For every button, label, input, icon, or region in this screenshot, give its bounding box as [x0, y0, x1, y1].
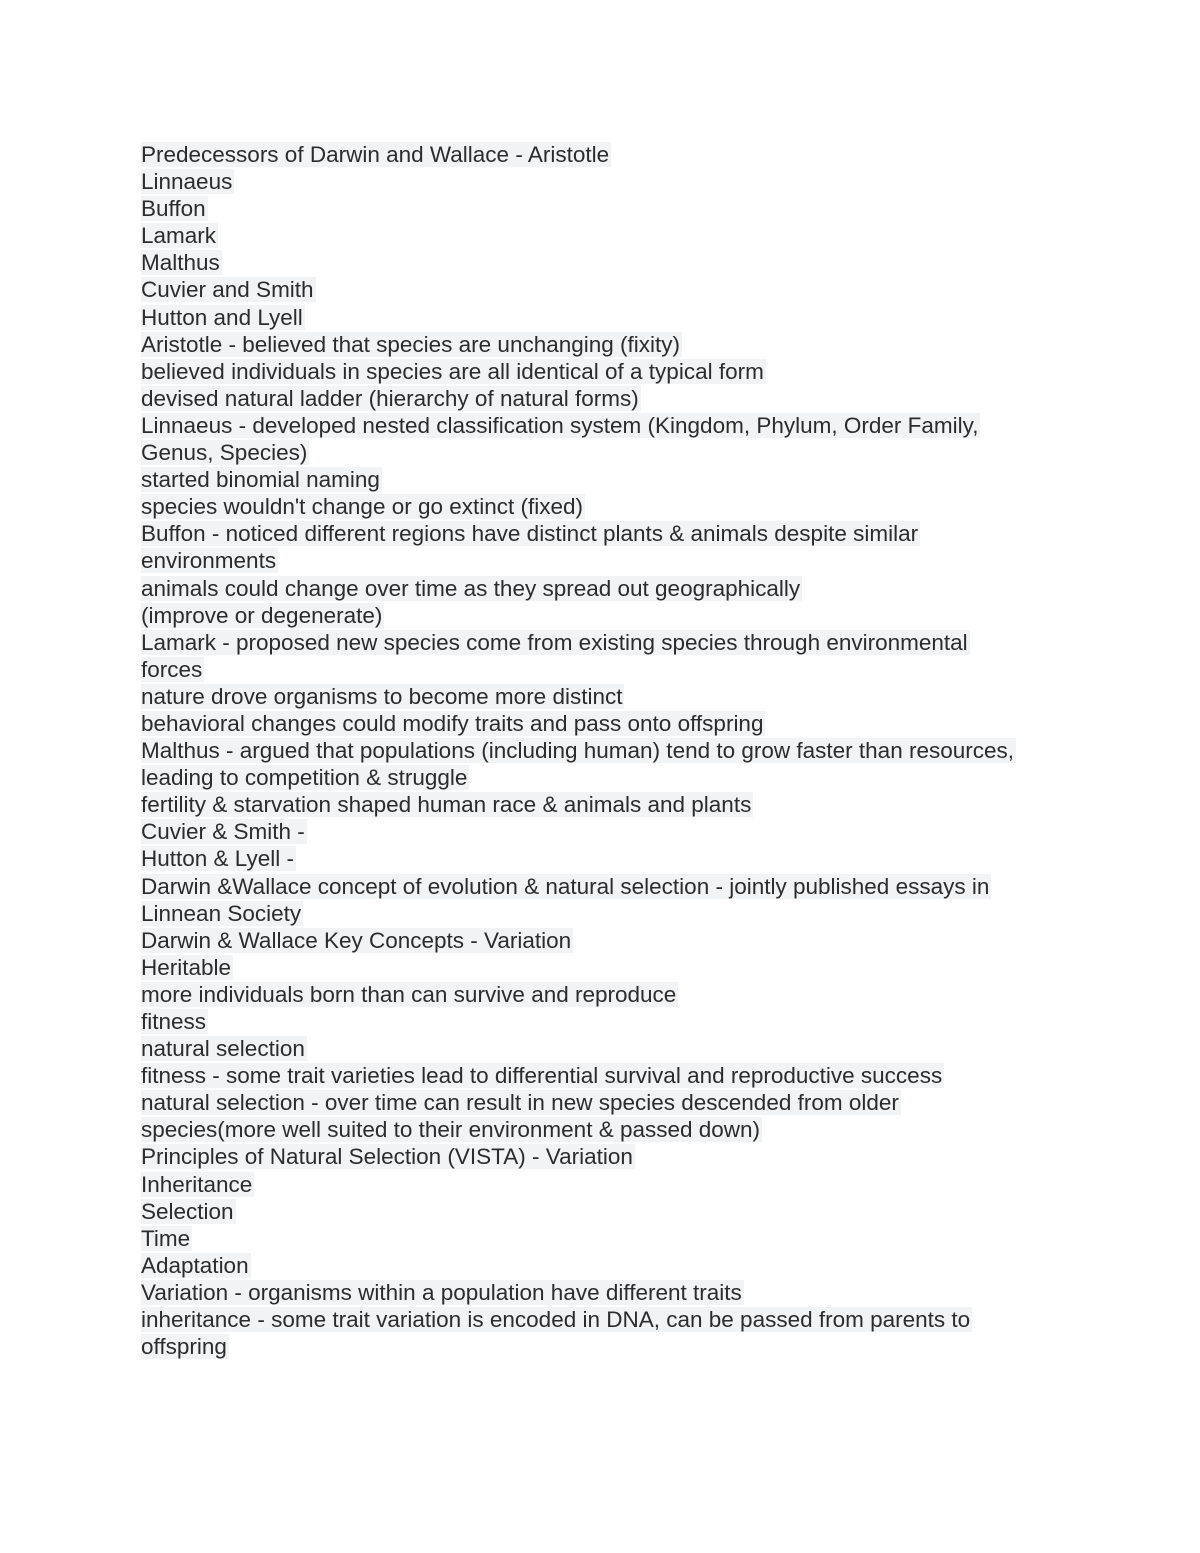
text-line: Buffon - noticed different regions have distinct plants & animals despite similar: [141, 521, 919, 547]
text-line: (improve or degenerate): [141, 602, 383, 628]
text-line: Predecessors of Darwin and Wallace - Aristotle: [141, 142, 610, 167]
text-line: Malthus - argued that populations (including human) tend to grow faster than resources,: [141, 738, 1014, 764]
text-line: devised natural ladder (hierarchy of natural forms): [141, 385, 639, 411]
text-line: Selection: [141, 1198, 234, 1224]
text-line: leading to competition & struggle: [141, 765, 468, 791]
text-line: fitness - some trait varieties lead to differential survival and reproductive success: [141, 1063, 943, 1089]
text-line: inheritance - some trait variation is encoded in DNA, can be passed from parents to: [141, 1307, 971, 1333]
text-line: Genus, Species): [141, 440, 308, 466]
text-line: Linnaeus - developed nested classification system (Kingdom, Phylum, Order Family,: [141, 412, 979, 438]
text-line: Hutton & Lyell -: [141, 846, 294, 872]
text-line: Malthus: [141, 250, 220, 276]
text-line: Inheritance: [141, 1171, 253, 1197]
text-line: forces: [141, 656, 203, 682]
text-line: started binomial naming: [141, 467, 380, 493]
text-line: natural selection: [141, 1036, 305, 1062]
text-line: behavioral changes could modify traits and pass onto offspring: [141, 710, 764, 736]
text-line: environments: [141, 548, 277, 574]
text-line: species wouldn't change or go extinct (fixed): [141, 494, 584, 520]
text-line: Lamark: [141, 223, 217, 249]
text-line: Variation - organisms within a population have different traits: [141, 1279, 742, 1305]
document-body: [141, 141, 1071, 1360]
text-line: Principles of Natural Selection (VISTA) - Variation: [141, 1144, 633, 1170]
text-line: Time: [141, 1225, 191, 1251]
text-line: fitness: [141, 1009, 207, 1034]
text-line: animals could change over time as they spread out geographically: [141, 575, 801, 601]
text-line: believed individuals in species are all identical of a typical form: [141, 358, 764, 384]
text-line: more individuals born than can survive and reproduce: [141, 981, 677, 1007]
text-line: Linnaeus: [141, 169, 233, 195]
text-line: Lamark - proposed new species come from existing species through environmental: [141, 629, 968, 655]
text-line: nature drove organisms to become more distinct: [141, 683, 623, 709]
text-line: natural selection - over time can result in new species descended from older: [141, 1090, 899, 1116]
text-line: Linnean Society: [141, 900, 302, 926]
text-line: Cuvier and Smith: [141, 277, 314, 303]
text-line: Heritable: [141, 954, 232, 980]
text-line: Cuvier & Smith -: [141, 819, 305, 845]
text-line: Hutton and Lyell: [141, 304, 303, 330]
text-line: species(more well suited to their environment & passed down): [141, 1117, 761, 1143]
text-line: fertility & starvation shaped human race & animals and plants: [141, 792, 752, 818]
text-line: offspring: [141, 1334, 227, 1360]
text-line: Adaptation: [141, 1252, 249, 1278]
text-line: Buffon: [141, 196, 206, 222]
text-line: Darwin & Wallace Key Concepts - Variation: [141, 927, 572, 953]
text-line: Aristotle - believed that species are unchanging (fixity): [141, 331, 681, 357]
text-line: Darwin &Wallace concept of evolution & natural selection - jointly published essays in: [141, 873, 990, 899]
